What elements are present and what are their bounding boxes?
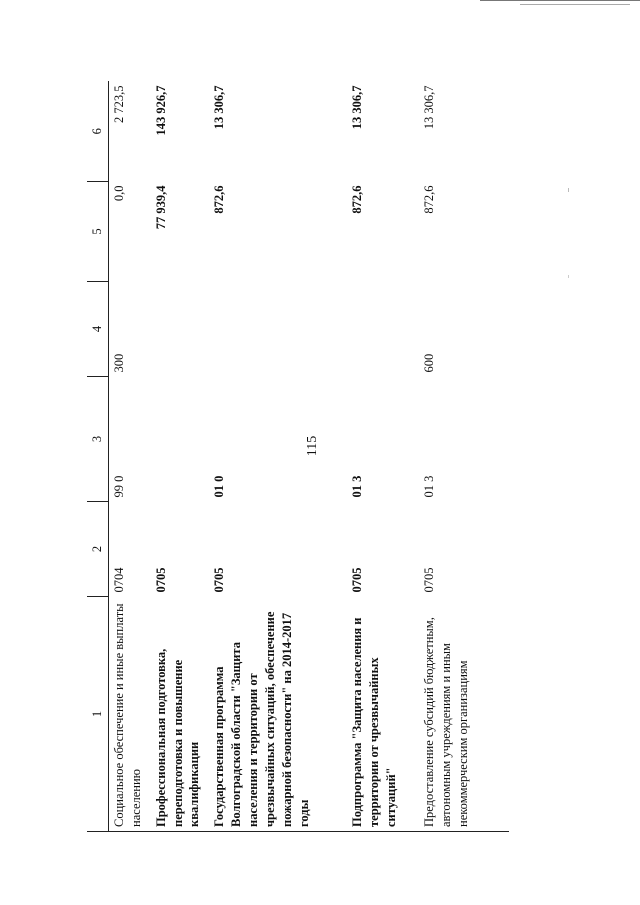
expense-type-code: 600	[422, 353, 437, 373]
amount-col5: 872,6	[350, 185, 365, 214]
section-code: 0704	[111, 567, 126, 593]
column-header: 3	[87, 377, 108, 502]
program-code: 01 3	[422, 475, 437, 498]
column-header: 6	[87, 82, 108, 182]
page-number: 115	[305, 435, 321, 457]
row-name: Профессиональная подготовка, переподготовка и повышение квалификации	[151, 597, 210, 832]
column-header: 1	[87, 597, 108, 832]
scan-edge-line	[480, 0, 640, 1]
row-name: Подпрограмма "Защита населения и территории от чрезвычайных ситуаций"	[347, 597, 419, 832]
table-row	[347, 82, 419, 832]
budget-table	[87, 82, 509, 833]
row-name: Социальное обеспечение и иные выплаты населению	[108, 597, 150, 832]
expense-type-code	[209, 282, 347, 377]
amount-col5: 77 939,4	[153, 185, 168, 230]
table-row	[151, 82, 210, 832]
table-row	[108, 82, 150, 832]
program-code: 01 0	[212, 475, 227, 498]
amount-col6: 143 926,7	[153, 85, 168, 136]
amount-col5: 0,0	[111, 185, 126, 202]
section-code: 0705	[422, 567, 437, 593]
table-header-row	[87, 82, 108, 832]
amount-col6: 2 723,5	[111, 85, 126, 123]
expense-type-code: 300	[111, 353, 126, 373]
program-code	[151, 377, 210, 502]
amount-col6: 13 306,7	[212, 85, 227, 130]
row-name: Государственная программа Волгоградской области "Защита населения и территории от чрезвычайных ситуаций, обеспечение пожарной безопасности" на 2014-2017 годы	[209, 597, 347, 832]
scan-speck	[568, 188, 569, 192]
table-row	[209, 82, 347, 832]
section-code: 0705	[212, 567, 227, 593]
expense-type-code	[347, 282, 419, 377]
section-code: 0705	[153, 567, 168, 593]
amount-col5: 872,6	[212, 185, 227, 214]
column-header: 2	[87, 502, 108, 597]
program-code: 99 0	[111, 475, 126, 498]
column-header: 4	[87, 282, 108, 377]
scan-speck	[568, 275, 569, 278]
program-code: 01 3	[350, 475, 365, 498]
expense-type-code	[151, 282, 210, 377]
table-row	[419, 82, 509, 832]
amount-col6: 13 306,7	[422, 85, 437, 130]
row-name: Предоставление субсидий бюджетным, автономным учреждениям и иным некоммерческим организациям	[419, 597, 509, 832]
section-code: 0705	[350, 567, 365, 593]
column-header: 5	[87, 182, 108, 282]
amount-col6: 13 306,7	[350, 85, 365, 130]
rotated-table-area	[87, 82, 640, 827]
table-sheet	[87, 82, 577, 832]
scan-edge-line	[520, 4, 630, 5]
amount-col5: 872,6	[422, 185, 437, 214]
